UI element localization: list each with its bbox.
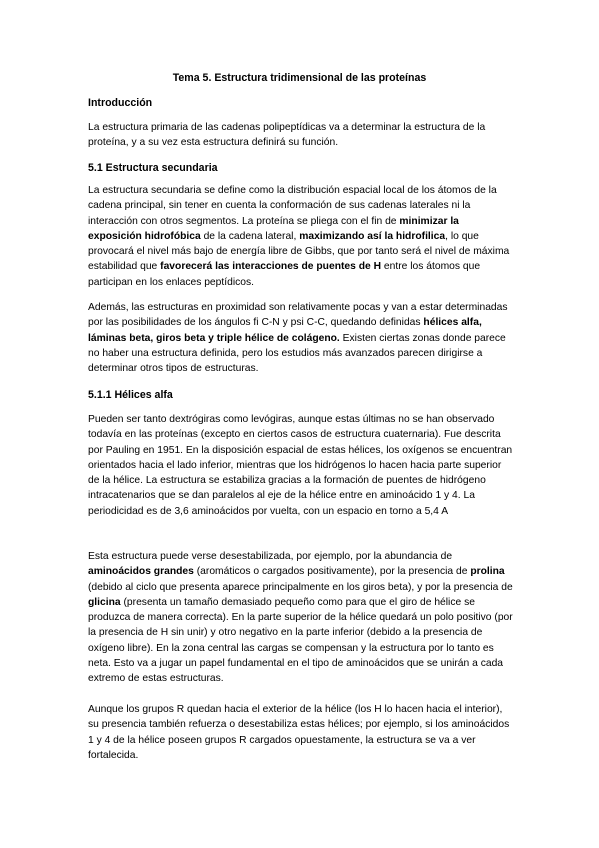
text-run: (debido al ciclo que presenta aparece principalmente en los giros beta), y por la presencia de: [88, 581, 513, 593]
paragraph-estructura-secundaria-2: [88, 300, 515, 376]
text-run: , lo que provocará el nivel más bajo de energía libre de Gibbs, que por tanto será el nivel de máxima estabilidad que: [88, 230, 510, 273]
paragraph-introduccion: La estructura primaria de las cadenas polipeptídicas va a determinar la estructura de la proteína, y a su vez esta estructura definirá su función.: [88, 122, 486, 149]
paragraph-helices-alfa-1: Pueden ser tanto dextrógiras como levógiras, aunque estas últimas no se han observado todavía en las proteínas (excepto en ciertos casos de estructura cuaternaria). Fue descrita por Pauling en 1951. En la disposición espacial de estas hélices, los oxígenos se encuentran orientados hacia el lado inferior, mientras que los hidrógenos lo hacen hacia parte superior de la hélice. La estructura se estabiliza gracias a la formación de puentes de hidrógeno intracatenarios que se dan paralelos al eje de la hélice entre en aminoácido 1 y 4. La periodicidad es de 3,6 aminoácidos por vuelta, con un espacio en torno a 5,4 A: [88, 414, 513, 517]
text-run: (aromáticos o cargados positivamente), por la presencia de: [193, 566, 471, 578]
text-run: Esta estructura puede verse desestabilizada, por ejemplo, por la abundancia de: [88, 551, 453, 562]
heading-estructura-secundaria: 5.1 Estructura secundaria: [88, 162, 218, 174]
text-run: Existen ciertas zonas donde parece no haber una estructura definida, pero los estudios más avanzados parecen dirigirse a determinar otros tipos de estructuras.: [88, 332, 506, 375]
bold-text: favorecerá las interacciones de puentes de H: [160, 261, 382, 273]
text-run: de la cadena lateral,: [200, 230, 300, 242]
heading-introduccion: Introducción: [88, 97, 153, 109]
paragraph-helices-alfa-2: [88, 549, 515, 687]
document-title: Tema 5. Estructura tridimensional de las proteínas: [172, 72, 427, 84]
bold-text: aminoácidos grandes: [88, 566, 194, 578]
paragraph-helices-alfa-3: Aunque los grupos R quedan hacia el exterior de la hélice (los H lo hacen hacia el interior), su presencia también refuerza o desestabiliza estas hélices; por ejemplo, si los aminoácidos 1 y 4 de la hélice poseen grupos R cargados opuestamente, la estructura se va a ver fortalecida.: [88, 704, 510, 761]
bold-text: minimizar la exposición hidrofóbica: [88, 215, 459, 242]
text-run: La estructura secundaria se define como la distribución espacial local de los átomos de la cadena principal, sin tener en cuenta la conformación de sus cadenas laterales ni la interacción con otros segmentos. La proteína se pliega con el fin de: [88, 185, 497, 227]
paragraph-estructura-secundaria-1: [88, 183, 515, 290]
bold-text: prolina: [470, 566, 505, 578]
bold-text: hélices alfa, láminas beta, giros beta y triple hélice de colágeno.: [88, 317, 482, 344]
text-run: entre los átomos que participan en los enlaces peptídicos.: [88, 261, 481, 288]
heading-helices-alfa: 5.1.1 Hélices alfa: [88, 389, 173, 401]
bold-text: glicina: [88, 596, 121, 608]
text-run: Además, las estructuras en proximidad son relativamente pocas y van a estar determinadas por las posibilidades de los ángulos fi C-N y psi C-C, quedando definidas: [88, 302, 508, 329]
text-run: (presenta un tamaño demasiado pequeño como para que el giro de hélice se produzca de manera correcta). En la parte superior de la hélice quedará un polo positivo (por la presencia de H sin unir) y otro negativo en la parte inferior (debido a la presencia de oxígeno libre). En la zona central las cargas se compensan y la estructura por lo tanto es neta. Esto va a jugar un papel fundamental en el tipo de aminoácidos que se unirán a cada extremo de estas estructuras.: [88, 596, 513, 685]
bold-text: maximizando así la hidrofilica: [299, 230, 446, 242]
